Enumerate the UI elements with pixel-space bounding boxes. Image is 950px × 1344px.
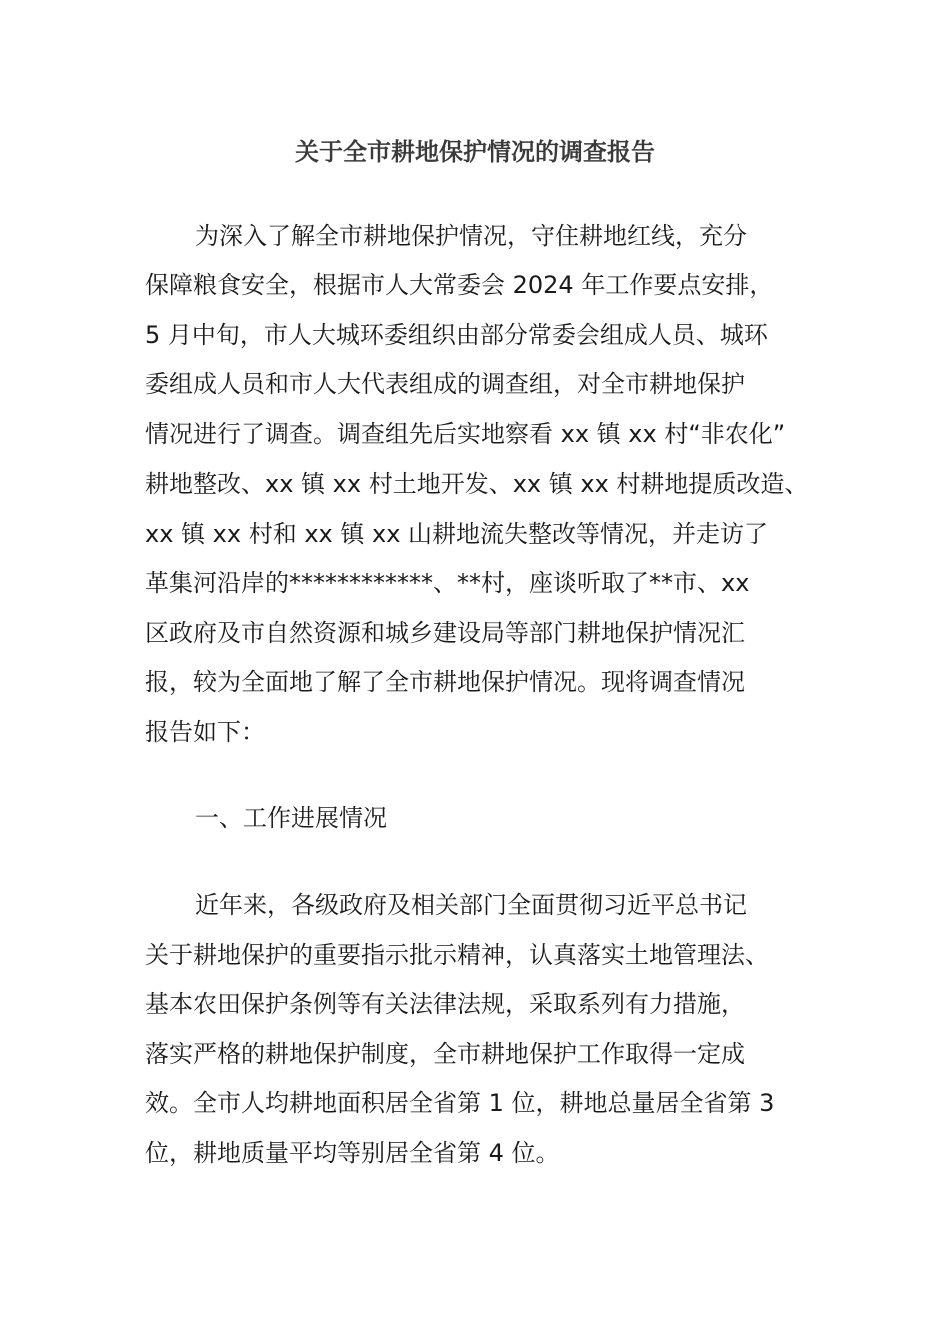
section-heading: 一、工作进展情况 (195, 804, 387, 832)
paragraph-line: xx 镇 xx 村和 xx 镇 xx 山耕地流失整改等情况，并走访了 (145, 520, 769, 548)
paragraph-line: 委组成人员和市人大代表组成的调查组，对全市耕地保护 (145, 370, 745, 398)
paragraph-line: 耕地整改、xx 镇 xx 村土地开发、xx 镇 xx 村耕地提质改造、 (145, 470, 809, 498)
paragraph-line: 基本农田保护条例等有关法律法规，采取系列有力措施， (145, 990, 745, 1018)
paragraph-line: 位，耕地质量平均等别居全省第 4 位。 (145, 1139, 560, 1167)
paragraph-line: 为深入了解全市耕地保护情况，守住耕地红线，充分 (195, 222, 747, 250)
paragraph-line: 关于耕地保护的重要指示批示精神，认真落实土地管理法、 (145, 941, 769, 969)
paragraph-line: 区政府及市自然资源和城乡建设局等部门耕地保护情况汇 (145, 619, 745, 647)
paragraph-line: 革集河沿岸的************、**村，座谈听取了**市、xx (145, 569, 750, 597)
paragraph-line: 报告如下： (145, 718, 265, 746)
paragraph-line: 近年来，各级政府及相关部门全面贯彻习近平总书记 (195, 891, 747, 919)
document-title: 关于全市耕地保护情况的调查报告 (295, 138, 655, 166)
paragraph-line: 落实严格的耕地保护制度，全市耕地保护工作取得一定成 (145, 1040, 745, 1068)
paragraph-line: 5 月中旬，市人大城环委组织由部分常委会组成人员、城环 (145, 321, 768, 349)
paragraph-line: 保障粮食安全，根据市人大常委会 2024 年工作要点安排， (145, 271, 774, 299)
paragraph-line: 情况进行了调查。调查组先后实地察看 xx 镇 xx 村“非农化” (145, 420, 786, 448)
paragraph-line: 效。全市人均耕地面积居全省第 1 位，耕地总量居全省第 3 (145, 1089, 775, 1117)
paragraph-line: 报，较为全面地了解了全市耕地保护情况。现将调查情况 (145, 668, 745, 696)
